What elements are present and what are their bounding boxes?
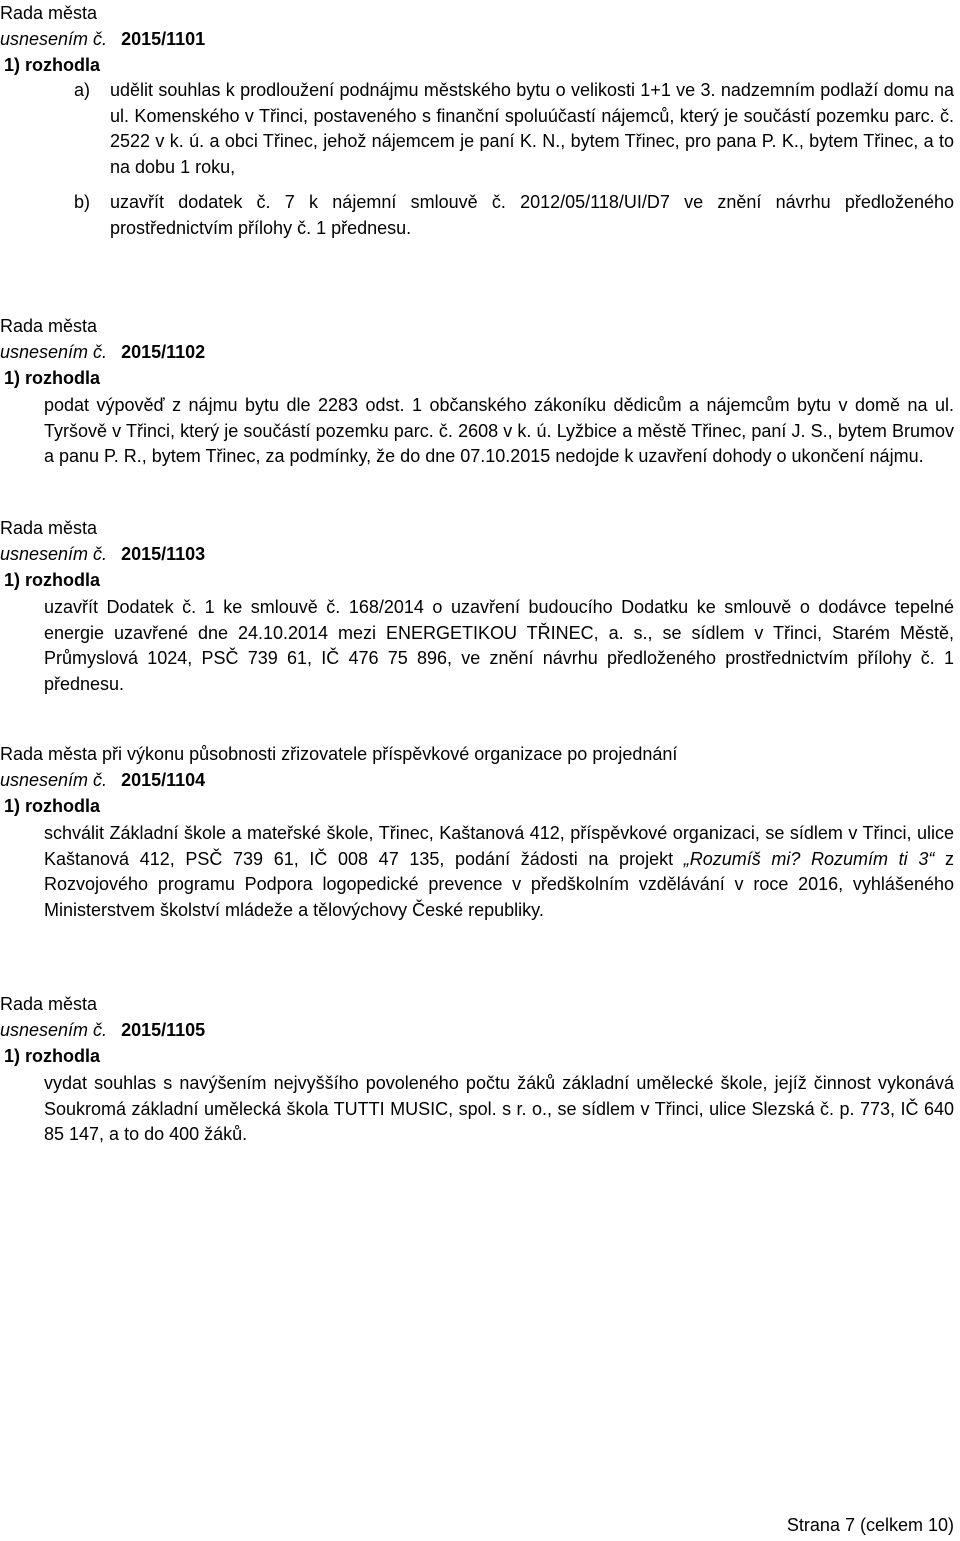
council-heading: Rada města xyxy=(0,994,98,1014)
council-heading: Rada města při výkonu působnosti zřizovatele příspěvkové organizace po projednání xyxy=(0,744,678,764)
resolution-number: 2015/1105 xyxy=(121,1020,206,1040)
project-name: „Rozumíš mi? Rozumím ti 3“ xyxy=(683,848,935,869)
resolution-text: uzavřít Dodatek č. 1 ke smlouvě č. 168/2014 o uzavření budoucího Dodatku ke smlouvě o dodávce tepelné energie uzavřené dne 24.10.2014 mezi ENERGETIKOU TŘINEC, a. s., se sídlem v Třinci, Starém Městě, Průmyslová 1024, PSČ 739 61, IČ 476 75 896, ve znění návrhu předloženého prostřednictvím přílohy č. 1 přednesu. xyxy=(44,597,954,694)
resolution-number-line xyxy=(0,1017,960,1043)
council-heading: Rada města xyxy=(0,518,98,538)
item-text: udělit souhlas k prodloužení podnájmu městského bytu o velikosti 1+1 ve 3. nadzemním podlaží domu na ul. Komenského v Třinci, postaveného s finanční spoluúčastí nájemců, který je součástí pozemku parc. č. 2522 v k. ú. a obci Třinec, jehož nájemcem je paní K. N., bytem Třinec, pro pana P. K., bytem Třinec, a to na dobu 1 roku, xyxy=(110,80,954,177)
resolution-1104 xyxy=(0,741,960,923)
resolution-1102 xyxy=(0,313,960,470)
resolution-1105 xyxy=(0,991,960,1148)
resolution-text-part: schválit Základní škole a mateřské škole, Třinec, Kaštanová 412, příspěvkové organizaci, se sídlem v Třinci, ulice Kaštanová 412, PSČ 739 61, IČ 008 47 135, podání žádosti na projekt xyxy=(44,823,954,869)
resolution-number-line xyxy=(0,339,960,365)
item-a xyxy=(44,78,954,180)
item-label: b) xyxy=(74,192,91,212)
resolution-number-line xyxy=(0,541,960,567)
resolution-1103 xyxy=(0,515,960,697)
resolution-number: 2015/1101 xyxy=(121,29,206,49)
resolution-text: vydat souhlas s navýšením nejvyššího povoleného počtu žáků základní umělecké škole, jejíž činnost vykonává Soukromá základní umělecká škola TUTTI MUSIC, spol. s r. o., se sídlem v Třinci, ulice Slezská č. p. 773, IČ 640 85 147, a to do 400 žáků. xyxy=(44,1073,954,1144)
page-number: Strana 7 (celkem 10) xyxy=(786,1515,954,1535)
resolution-text xyxy=(44,821,954,923)
council-heading: Rada města xyxy=(0,316,98,336)
item-b xyxy=(44,190,954,241)
resolution-number-line xyxy=(0,26,960,52)
decision-label: 1) rozhodla xyxy=(4,796,101,816)
resolution-number-label: usnesením č. xyxy=(0,544,108,564)
resolution-number: 2015/1104 xyxy=(121,770,206,790)
resolution-text: podat výpověď z nájmu bytu dle 2283 odst. 1 občanského zákoníku dědicům a nájemcům bytu v domě na ul. Tyršově v Třinci, který je součástí pozemku parc. č. 2608 v k. ú. Lyžbice a městě Třinec, paní J. S., bytem Brumov a panu P. R., bytem Třinec, za podmínky, že do dne 07.10.2015 nedojde k uzavření dohody o ukončení nájmu. xyxy=(44,395,954,466)
resolution-number-label: usnesením č. xyxy=(0,1020,108,1040)
resolution-number: 2015/1102 xyxy=(121,342,206,362)
item-text: uzavřít dodatek č. 7 k nájemní smlouvě č. 2012/05/118/UI/D7 ve znění návrhu předloženého prostřednictvím přílohy č. 1 přednesu. xyxy=(110,192,954,238)
resolution-number-label: usnesením č. xyxy=(0,29,108,49)
decision-label: 1) rozhodla xyxy=(4,570,101,590)
council-heading: Rada města xyxy=(0,3,98,23)
resolution-number-label: usnesením č. xyxy=(0,342,108,362)
resolution-1101 xyxy=(0,0,960,241)
resolution-number: 2015/1103 xyxy=(121,544,206,564)
resolution-text-part: z Rozvojového programu Podpora logopedické prevence v předškolním vzdělávání v roce 2016, vyhlášeného Ministerstvem školství mládeže a tělovýchovy České republiky. xyxy=(44,848,954,920)
item-label: a) xyxy=(74,80,91,100)
resolution-number-line xyxy=(0,767,960,793)
decision-label: 1) rozhodla xyxy=(4,1046,101,1066)
resolution-number-label: usnesením č. xyxy=(0,770,108,790)
decision-label: 1) rozhodla xyxy=(4,55,101,75)
decision-label: 1) rozhodla xyxy=(4,368,101,388)
